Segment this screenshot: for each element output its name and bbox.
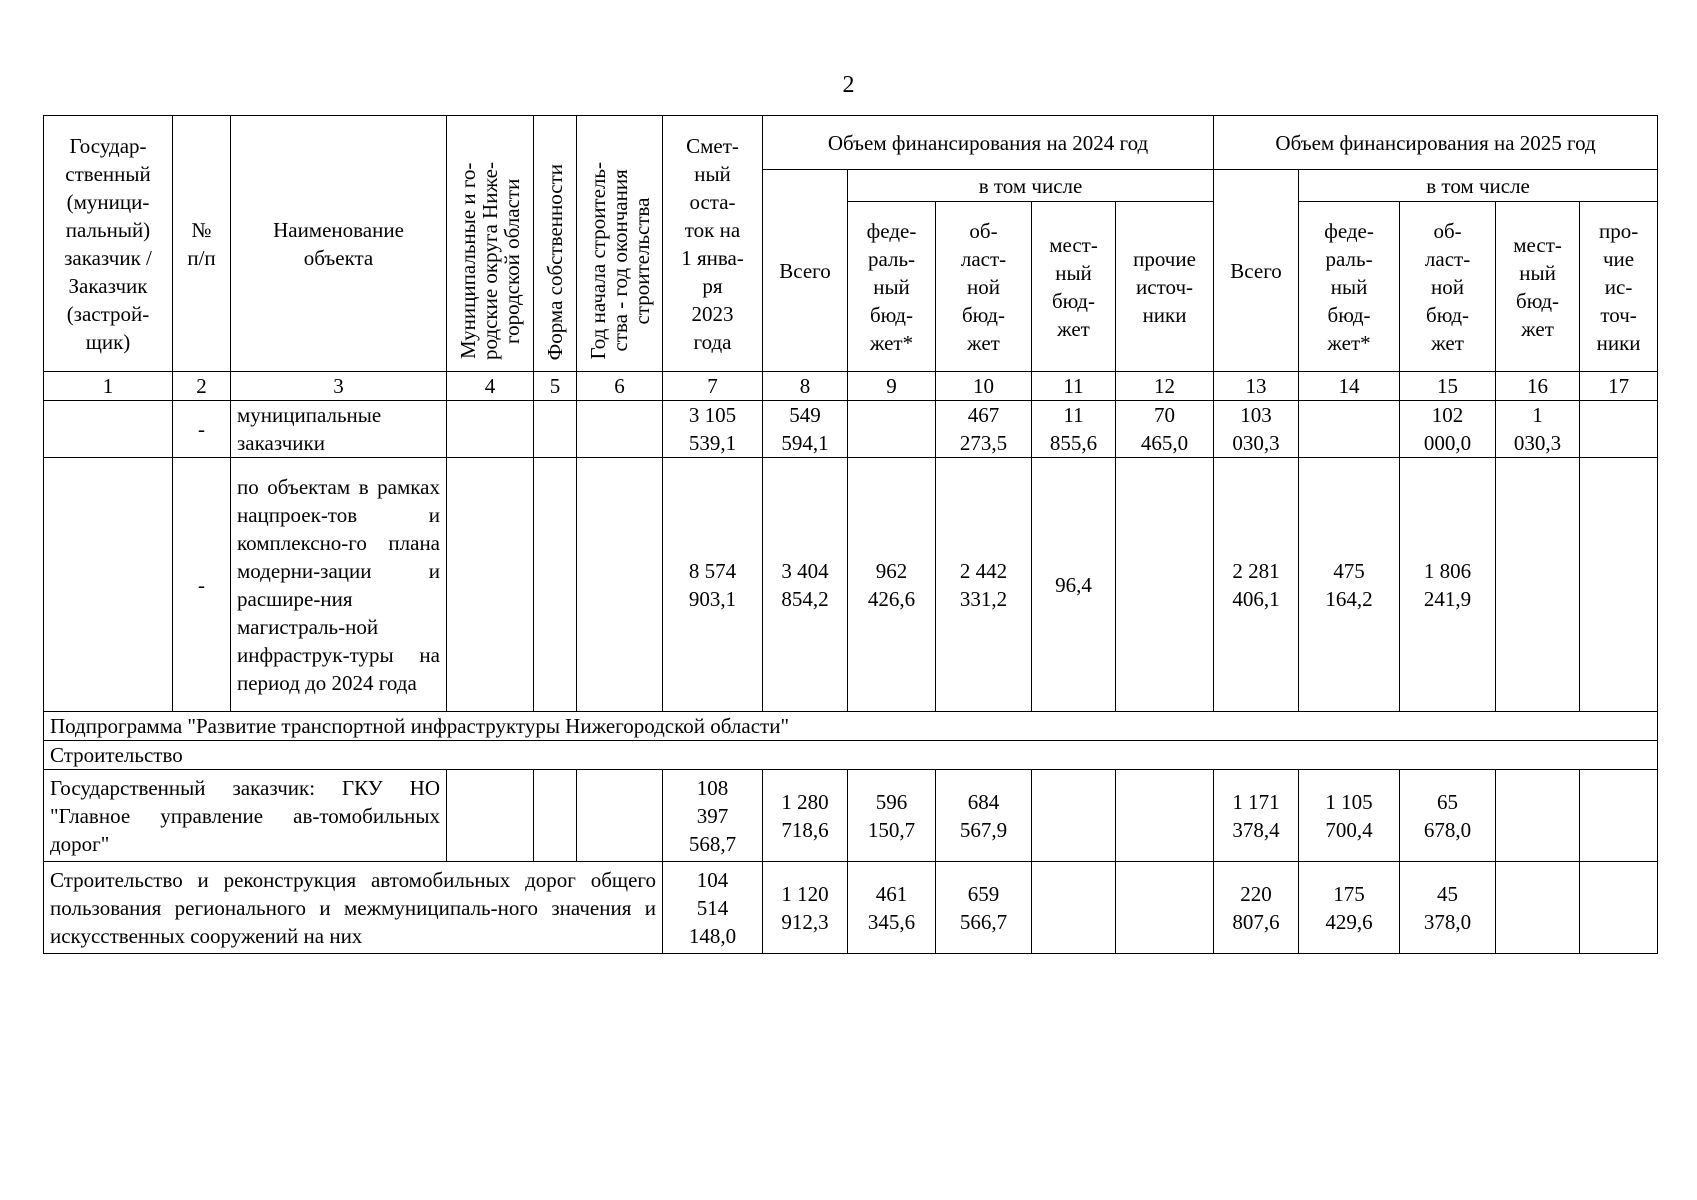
cell-c7: 8 574 903,1 xyxy=(663,458,763,712)
cell-empty xyxy=(447,401,534,458)
cell-empty xyxy=(577,401,663,458)
header-regional-2024: об- ласт- ной бюд- жет xyxy=(936,202,1032,372)
cell-name: по объектам в рамках нацпроек-тов и комплексно-го плана модерни-зации и расшире-ния магистраль-ной инфраструк-туры на период до 2024 года xyxy=(231,458,447,712)
cell-num: - xyxy=(173,458,231,712)
header-local-2025: мест- ный бюд- жет xyxy=(1496,202,1580,372)
cell-c14: 175 429,6 xyxy=(1299,862,1400,954)
cell-empty xyxy=(447,770,534,862)
cell-c11 xyxy=(1032,862,1116,954)
cell-c10: 684 567,9 xyxy=(936,770,1032,862)
col-number: 11 xyxy=(1032,372,1116,401)
cell-c7: 108 397 568,7 xyxy=(663,770,763,862)
header-estimate: Смет- ный оста- ток на 1 янва- ря 2023 года xyxy=(663,116,763,372)
cell-c12 xyxy=(1116,458,1214,712)
header-local-2024: мест- ный бюд- жет xyxy=(1032,202,1116,372)
header-years: Год начала строитель- ства - год окончания строительства xyxy=(577,116,663,372)
cell-c17 xyxy=(1580,401,1658,458)
cell-empty xyxy=(447,458,534,712)
cell-c14: 475 164,2 xyxy=(1299,458,1400,712)
table-row xyxy=(44,862,1658,954)
col-number: 15 xyxy=(1400,372,1496,401)
cell-empty xyxy=(577,770,663,862)
col-number: 3 xyxy=(231,372,447,401)
cell-name: Государственный заказчик: ГКУ НО "Главное управление ав-томобильных дорог" xyxy=(44,770,447,862)
header-federal-2024: феде- раль- ный бюд- жет* xyxy=(848,202,936,372)
cell-empty xyxy=(534,458,577,712)
cell-c15: 45 378,0 xyxy=(1400,862,1496,954)
cell-c17 xyxy=(1580,458,1658,712)
section-row xyxy=(44,741,1658,770)
cell-empty xyxy=(44,458,173,712)
cell-c14 xyxy=(1299,401,1400,458)
col-number: 4 xyxy=(447,372,534,401)
cell-c12: 70 465,0 xyxy=(1116,401,1214,458)
cell-num: - xyxy=(173,401,231,458)
cell-name: Строительство и реконструкция автомобильных дорог общего пользования регионального и межмуниципаль-ного значения и искусственных сооружений на них xyxy=(44,862,663,954)
cell-c13: 220 807,6 xyxy=(1214,862,1299,954)
header-regional-2025: об- ласт- ной бюд- жет xyxy=(1400,202,1496,372)
cell-c15: 1 806 241,9 xyxy=(1400,458,1496,712)
cell-c10: 467 273,5 xyxy=(936,401,1032,458)
header-municipal: Муниципальные и го- родские округа Ниже- городской области xyxy=(447,116,534,372)
header-total-2024: Всего xyxy=(763,170,848,372)
cell-c15: 65 678,0 xyxy=(1400,770,1496,862)
header-including-2024: в том числе xyxy=(848,170,1214,202)
cell-name: муниципальные заказчики xyxy=(231,401,447,458)
col-number: 1 xyxy=(44,372,173,401)
cell-c10: 659 566,7 xyxy=(936,862,1032,954)
cell-c8: 1 120 912,3 xyxy=(763,862,848,954)
cell-c10: 2 442 331,2 xyxy=(936,458,1032,712)
col-number: 12 xyxy=(1116,372,1214,401)
cell-c12 xyxy=(1116,770,1214,862)
header-fin-2025: Объем финансирования на 2025 год xyxy=(1214,116,1658,170)
cell-c16 xyxy=(1496,862,1580,954)
header-ownership: Форма собственности xyxy=(534,116,577,372)
cell-c17 xyxy=(1580,862,1658,954)
cell-c7: 3 105 539,1 xyxy=(663,401,763,458)
cell-c16 xyxy=(1496,770,1580,862)
cell-c12 xyxy=(1116,862,1214,954)
col-number: 9 xyxy=(848,372,936,401)
table-row xyxy=(44,458,1658,712)
header-customer: Государ- ственный (муници- пальный) заказчик / Заказчик (застрой- щик) xyxy=(44,116,173,372)
cell-empty xyxy=(534,770,577,862)
funding-table xyxy=(43,115,1658,954)
header-including-2025: в том числе xyxy=(1299,170,1658,202)
cell-c13: 1 171 378,4 xyxy=(1214,770,1299,862)
cell-c8: 549 594,1 xyxy=(763,401,848,458)
col-number: 5 xyxy=(534,372,577,401)
cell-c9: 461 345,6 xyxy=(848,862,936,954)
cell-c11: 96,4 xyxy=(1032,458,1116,712)
cell-c8: 1 280 718,6 xyxy=(763,770,848,862)
header-other-2024: прочие источ- ники xyxy=(1116,202,1214,372)
cell-c16 xyxy=(1496,458,1580,712)
cell-empty xyxy=(534,401,577,458)
header-name: Наименование объекта xyxy=(231,116,447,372)
col-number: 7 xyxy=(663,372,763,401)
cell-c13: 103 030,3 xyxy=(1214,401,1299,458)
cell-c8: 3 404 854,2 xyxy=(763,458,848,712)
header-fin-2024: Объем финансирования на 2024 год xyxy=(763,116,1214,170)
header-other-2025: про- чие ис- точ- ники xyxy=(1580,202,1658,372)
header-federal-2025: феде- раль- ный бюд- жет* xyxy=(1299,202,1400,372)
cell-c16: 1 030,3 xyxy=(1496,401,1580,458)
col-number: 8 xyxy=(763,372,848,401)
col-number: 14 xyxy=(1299,372,1400,401)
table-row xyxy=(44,770,1658,862)
col-number: 16 xyxy=(1496,372,1580,401)
cell-c14: 1 105 700,4 xyxy=(1299,770,1400,862)
subprogram-row xyxy=(44,712,1658,741)
cell-c15: 102 000,0 xyxy=(1400,401,1496,458)
cell-empty xyxy=(577,458,663,712)
header-total-2025: Всего xyxy=(1214,170,1299,372)
col-number: 17 xyxy=(1580,372,1658,401)
col-number: 10 xyxy=(936,372,1032,401)
header-num: № п/п xyxy=(173,116,231,372)
col-number: 13 xyxy=(1214,372,1299,401)
cell-c11 xyxy=(1032,770,1116,862)
cell-c9: 596 150,7 xyxy=(848,770,936,862)
cell-c11: 11 855,6 xyxy=(1032,401,1116,458)
page-number: 2 xyxy=(842,72,855,98)
cell-empty xyxy=(44,401,173,458)
col-number: 6 xyxy=(577,372,663,401)
cell-c13: 2 281 406,1 xyxy=(1214,458,1299,712)
cell-c7: 104 514 148,0 xyxy=(663,862,763,954)
column-numbers-row xyxy=(44,372,1658,401)
subprogram-title: Подпрограмма "Развитие транспортной инфраструктуры Нижегородской области" xyxy=(44,712,1658,741)
table-row xyxy=(44,401,1658,458)
cell-c9: 962 426,6 xyxy=(848,458,936,712)
col-number: 2 xyxy=(173,372,231,401)
section-title: Строительство xyxy=(44,741,1658,770)
cell-c17 xyxy=(1580,770,1658,862)
cell-c9 xyxy=(848,401,936,458)
